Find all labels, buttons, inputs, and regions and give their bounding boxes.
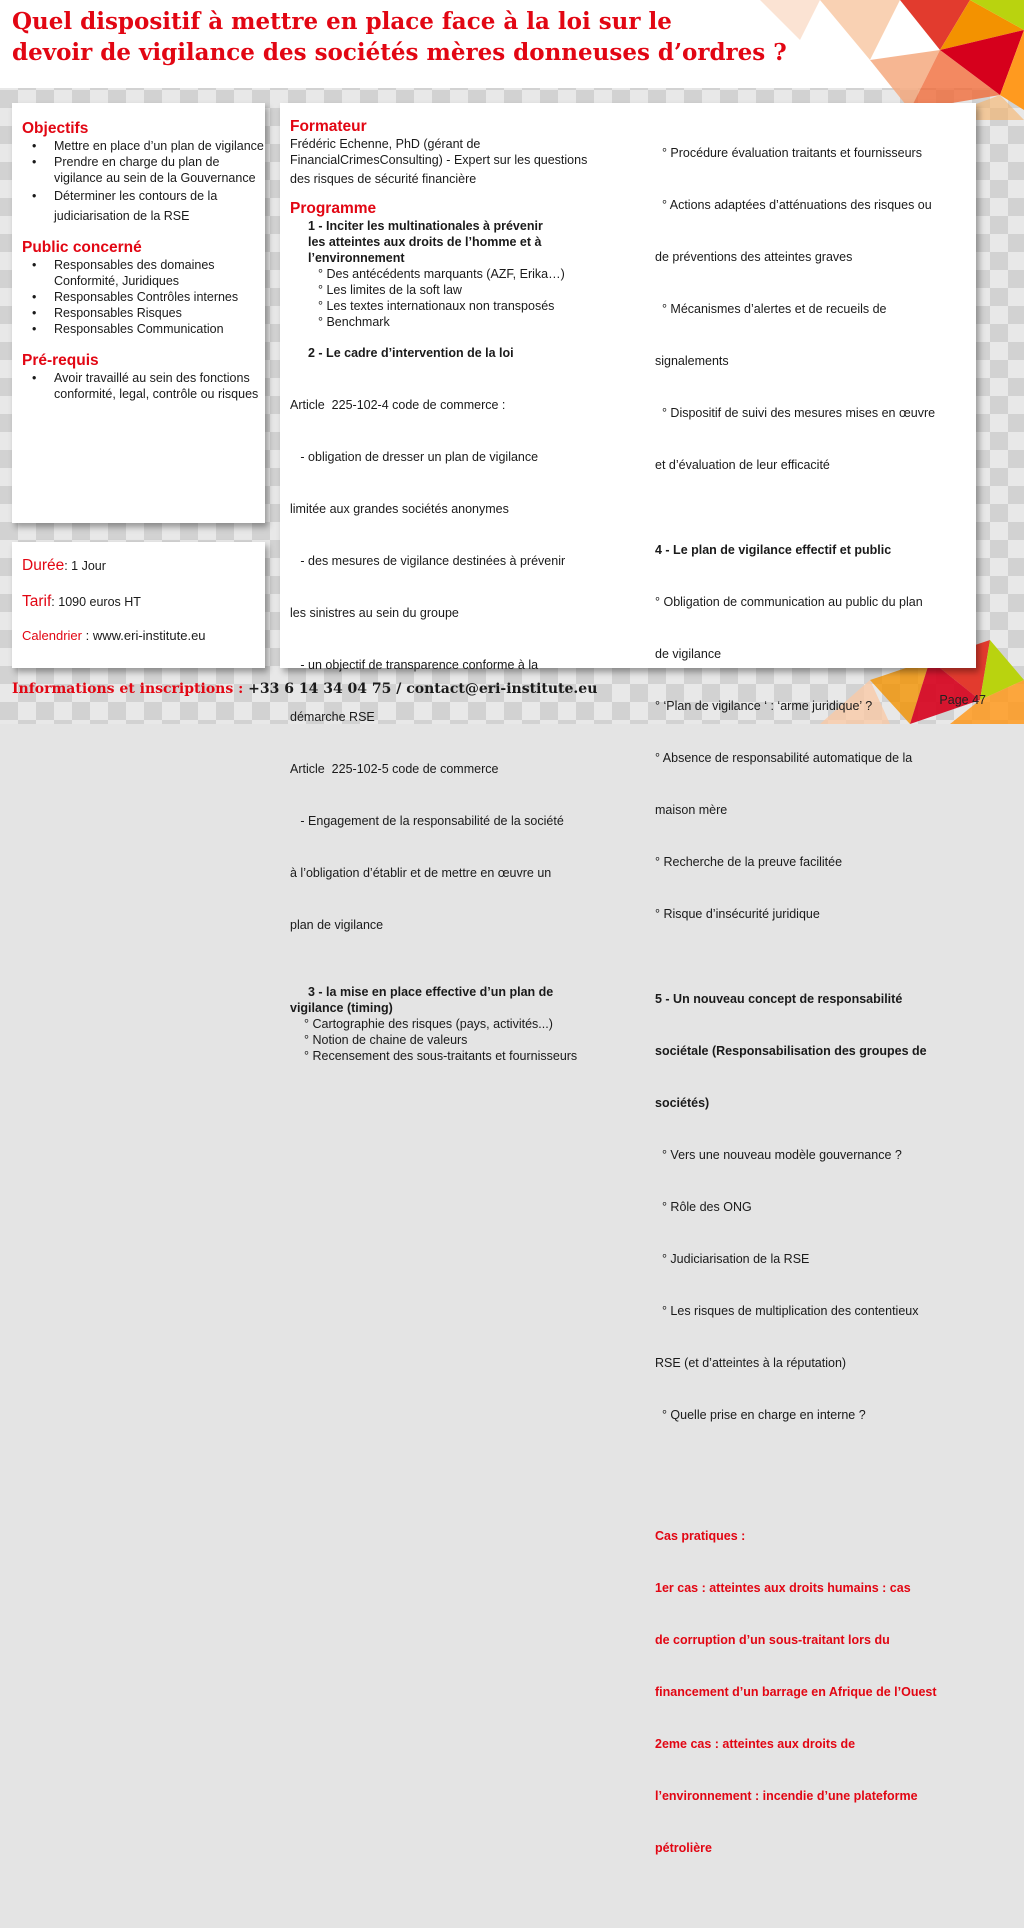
section-5-title: sociétale (Responsabilisation des groupes de	[655, 1044, 927, 1058]
list-item: • Mettre en place d’un plan de vigilance	[22, 138, 265, 154]
text-line: - obligation de dresser un plan de vigilance	[290, 450, 539, 464]
list-item: ° Des antécédents marquants (AZF, Erika…)	[318, 267, 565, 281]
prerequis-list	[22, 370, 265, 402]
text-line: ° Mécanismes d’alertes et de recueils de	[655, 302, 887, 316]
list-item: ° Cartographie des risques (pays, activités...)	[304, 1017, 553, 1031]
section-1-title: les atteintes aux droits de l’homme et à	[308, 235, 542, 249]
tarif-label: Tarif	[22, 593, 52, 610]
list-item: ° Les textes internationaux non transposés	[318, 299, 555, 313]
footer-label: Informations et inscriptions :	[12, 681, 249, 697]
list-item: • Avoir travaillé au sein des fonctions conformité, legal, contrôle ou risques	[22, 370, 265, 402]
formateur-text: FinancialCrimesConsulting) - Expert sur les questions	[290, 153, 588, 167]
text-line: Article 225-102-4 code de commerce :	[290, 398, 506, 412]
text-line: limitée aux grandes sociétés anonymes	[290, 502, 509, 516]
list-item: • Prendre en charge du plan de vigilance au sein de la Gouvernance	[22, 154, 265, 186]
text-line: - des mesures de vigilance destinées à prévenir	[290, 554, 566, 568]
list-item: • Responsables Risques	[22, 305, 265, 321]
middle-column	[290, 117, 630, 1064]
duree-row	[22, 555, 265, 577]
calendrier-link[interactable]: : www.eri-institute.eu	[81, 628, 206, 643]
formateur-text: Frédéric Echenne, PhD (gérant de	[290, 137, 481, 151]
prerequis-heading: Pré-requis	[22, 352, 99, 369]
cas-line: 1er cas : atteintes aux droits humains : cas	[655, 1581, 911, 1595]
list-item: ° Les limites de la soft law	[318, 283, 462, 297]
section-3-title: 3 - la mise en place effective d’un plan de	[308, 985, 554, 999]
text-line: ° Judiciarisation de la RSE	[655, 1252, 810, 1266]
text-line: RSE (et d’atteintes à la réputation)	[655, 1356, 847, 1370]
text-line: plan de vigilance	[290, 918, 384, 932]
footer-contact-info[interactable]: +33 6 14 34 04 75 / contact@eri-institute.eu	[248, 681, 598, 697]
formateur-heading: Formateur	[290, 118, 367, 135]
section-5-title: 5 - Un nouveau concept de responsabilité	[655, 992, 903, 1006]
text-line: de vigilance	[655, 647, 722, 661]
text-line: ° Risque d’insécurité juridique	[655, 907, 820, 921]
text-line: les sinistres au sein du groupe	[290, 606, 459, 620]
section-2-title: 2 - Le cadre d’intervention de la loi	[308, 346, 514, 360]
list-item: ° Benchmark	[318, 315, 390, 329]
title-line-1: Quel dispositif à mettre en place face à la loi sur le	[12, 8, 672, 35]
text-line: ° Quelle prise en charge en interne ?	[655, 1408, 866, 1422]
section-1-title: l’environnement	[308, 251, 405, 265]
programme-heading: Programme	[290, 200, 377, 217]
list-item: • Responsables Contrôles internes	[22, 289, 265, 305]
public-heading: Public concerné	[22, 239, 142, 256]
list-item: ° Recensement des sous-traitants et fournisseurs	[304, 1049, 578, 1063]
objectifs-heading: Objectifs	[22, 120, 89, 137]
footer-contact	[12, 681, 597, 697]
text-line: ° Vers une nouveau modèle gouvernance ?	[655, 1148, 902, 1162]
cas-line: Cas pratiques :	[655, 1529, 746, 1543]
calendrier-label: Calendrier	[22, 628, 82, 643]
text-line: démarche RSE	[290, 710, 375, 724]
text-line: ° Dispositif de suivi des mesures mises en œuvre	[655, 406, 936, 420]
info-panel	[12, 542, 265, 668]
text-line: ° Actions adaptées d’atténuations des risques ou	[655, 198, 932, 212]
public-list	[22, 257, 265, 337]
cas-line: financement d’un barrage en Afrique de l’Ouest	[655, 1685, 937, 1699]
calendrier-row	[22, 625, 265, 647]
text-line: ° Obligation de communication au public du plan	[655, 595, 923, 609]
text-line: et d’évaluation de leur efficacité	[655, 458, 830, 472]
text-line: ° Rôle des ONG	[655, 1200, 752, 1214]
cas-line: 2eme cas : atteintes aux droits de	[655, 1737, 856, 1751]
page-title	[12, 6, 787, 68]
text-line: ° Recherche de la preuve facilitée	[655, 855, 843, 869]
left-panel	[12, 103, 265, 523]
formateur-text: des risques de sécurité financière	[290, 172, 477, 186]
text-line: maison mère	[655, 803, 728, 817]
page-number: Page 47	[939, 693, 986, 707]
right-column	[655, 109, 967, 1928]
tarif-row	[22, 591, 265, 613]
tarif-value: : 1090 euros HT	[51, 595, 141, 609]
section-1-title: 1 - Inciter les multinationales à prévenir	[308, 219, 543, 233]
text-line: de préventions des atteintes graves	[655, 250, 853, 264]
objectifs-list	[22, 138, 265, 226]
duree-label: Durée	[22, 557, 65, 574]
section-3-title: vigilance (timing)	[290, 1001, 393, 1015]
text-line: ° Procédure évaluation traitants et fournisseurs	[655, 146, 922, 160]
section-4-title: 4 - Le plan de vigilance effectif et public	[655, 543, 892, 557]
text-line: ° Absence de responsabilité automatique de la	[655, 751, 913, 765]
cas-line: de corruption d’un sous-traitant lors du	[655, 1633, 890, 1647]
text-line: - un objectif de transparence conforme à la	[290, 658, 539, 672]
text-line: à l’obligation d’établir et de mettre en œuvre un	[290, 866, 552, 880]
list-item: • Responsables Communication	[22, 321, 265, 337]
text-line: ° Les risques de multiplication des contentieux	[655, 1304, 919, 1318]
list-item: • Déterminer les contours de la judiciarisation de la RSE	[22, 186, 265, 226]
text-line: signalements	[655, 354, 729, 368]
list-item: • Responsables des domaines Conformité, Juridiques	[22, 257, 265, 289]
list-item: ° Notion de chaine de valeurs	[304, 1033, 468, 1047]
decorative-triangles-top	[760, 0, 1024, 120]
text-line: ° ‘Plan de vigilance ‘ : ‘arme juridique’ ?	[655, 699, 873, 713]
cas-pratiques	[655, 1492, 967, 1892]
duree-value: : 1 Jour	[64, 559, 106, 573]
cas-line: pétrolière	[655, 1841, 712, 1855]
text-line: - Engagement de la responsabilité de la société	[290, 814, 564, 828]
section-5-title: sociétés)	[655, 1096, 710, 1110]
cas-line: l’environnement : incendie d’une plateforme	[655, 1789, 918, 1803]
text-line: Article 225-102-5 code de commerce	[290, 762, 499, 776]
title-line-2: devoir de vigilance des sociétés mères donneuses d’ordres ?	[12, 39, 787, 66]
